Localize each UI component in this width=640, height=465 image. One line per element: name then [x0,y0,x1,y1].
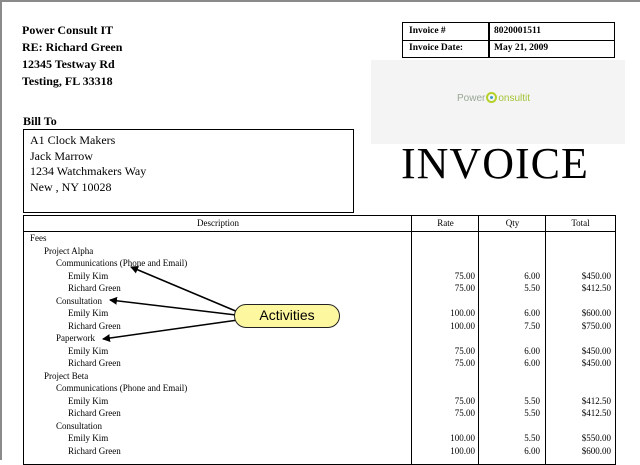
description-cell: Richard Green [68,283,121,293]
arrow-to-consultation [110,300,236,315]
column-header-qty: Qty [505,218,520,228]
description-cell: Richard Green [68,408,121,418]
qty-cell: 6.00 [524,270,540,281]
invoice-heading: INVOICE [401,139,589,188]
company-name: Power Consult IT [22,23,114,37]
total-cell: $600.00 [581,445,611,456]
rate-cell: 75.00 [454,283,475,293]
description-cell: Richard Green [68,358,121,368]
description-cell: Emily Kim [68,395,109,406]
qty-cell: 6.00 [524,308,540,318]
invoice-date-value: May 21, 2009 [494,43,549,53]
rate-cell: 100.00 [450,308,475,318]
logo-text-onsultit: onsultit [498,93,531,104]
total-cell: $600.00 [581,308,611,318]
qty-cell: 5.50 [524,408,540,418]
company-address-line-1: 12345 Testway Rd [22,57,115,71]
bill-to-line: A1 Clock Makers [30,133,116,147]
total-cell: $550.00 [581,433,611,443]
qty-cell: 6.00 [524,345,540,356]
qty-cell: 5.50 [524,283,540,293]
company-re-line: RE: Richard Green [22,40,123,54]
invoice-number-label: Invoice # [409,26,446,36]
description-cell: Emily Kim [68,433,109,443]
description-cell: Emily Kim [68,345,109,356]
rate-cell: 75.00 [454,358,475,368]
description-cell: Fees [30,233,47,243]
bill-to-line: 1234 Watchmakers Way [30,164,147,178]
bill-to-line: Jack Marrow [30,148,93,163]
description-cell: Emily Kim [68,308,109,318]
invoice-number-value: 8020001511 [494,26,541,36]
qty-cell: 5.50 [524,395,540,406]
total-cell: $750.00 [581,320,611,331]
arrow-to-paperwork [103,320,238,339]
total-cell: $412.50 [581,395,611,406]
activities-callout [234,304,340,328]
activities-callout-label: Activities [259,307,315,323]
bill-to-line: New , NY 10028 [30,179,112,194]
description-cell: Paperwork [56,333,95,343]
rate-cell: 100.00 [450,320,475,331]
column-header-rate: Rate [437,218,454,228]
description-cell: Richard Green [68,445,121,456]
total-cell: $412.50 [581,408,611,418]
description-cell: Project Alpha [44,245,94,256]
description-cell: Emily Kim [68,270,109,281]
logo-text-power: Power [457,93,486,104]
arrow-to-communications [131,267,238,312]
invoice-date-label: Invoice Date: [409,43,464,53]
column-header-total: Total [571,218,590,228]
qty-cell: 5.50 [524,433,540,443]
description-cell: Communications (Phone and Email) [56,383,188,393]
total-cell: $450.00 [581,270,611,281]
rate-cell: 75.00 [454,395,475,406]
qty-cell: 6.00 [524,358,540,368]
description-cell: Consultation [56,295,103,306]
description-cell: Communications (Phone and Email) [56,258,188,268]
rate-cell: 75.00 [454,345,475,356]
description-cell: Project Beta [44,370,89,381]
rate-cell: 100.00 [450,445,475,456]
column-header-description: Description [197,218,239,228]
total-cell: $450.00 [581,358,611,368]
bill-to-label: Bill To [23,114,57,128]
description-cell: Consultation [56,420,103,431]
qty-cell: 7.50 [524,320,540,331]
rate-cell: 100.00 [450,433,475,443]
rate-cell: 75.00 [454,270,475,281]
total-cell: $450.00 [581,345,611,356]
total-cell: $412.50 [581,283,611,293]
rate-cell: 75.00 [454,408,475,418]
description-cell: Richard Green [68,320,121,331]
company-address-line-2: Testing, FL 33318 [22,74,113,88]
qty-cell: 6.00 [524,445,540,456]
